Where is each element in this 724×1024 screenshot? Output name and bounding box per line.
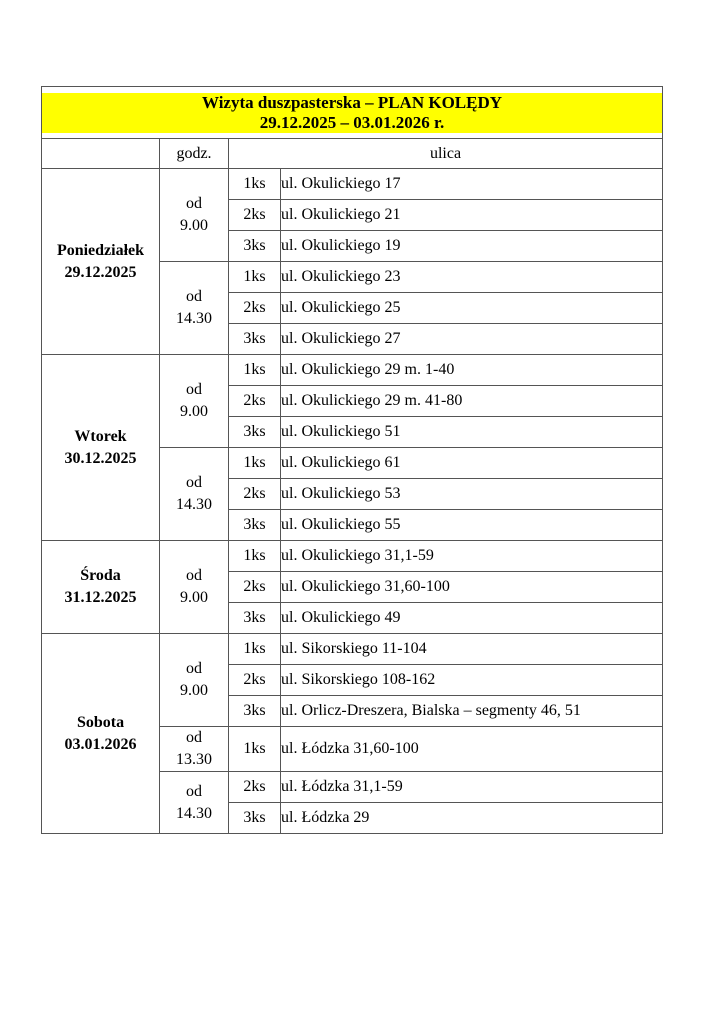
street-cell: ul. Okulickiego 29 m. 41-80 — [281, 386, 663, 417]
street-cell: ul. Łódzka 31,60-100 — [281, 727, 663, 772]
day-name: Sobota — [76, 713, 125, 731]
time-value: 9.00 — [180, 682, 208, 699]
day-date: 03.01.2026 — [64, 735, 137, 753]
time-cell — [160, 634, 229, 727]
day-date: 29.12.2025 — [64, 263, 137, 281]
table-row — [42, 169, 663, 200]
schedule-body — [42, 87, 663, 834]
time-value: 13.30 — [176, 751, 212, 768]
time-od: od — [186, 782, 202, 800]
time-value: 14.30 — [176, 804, 212, 822]
day-date: 31.12.2025 — [64, 589, 137, 606]
ks-cell: 1ks — [229, 634, 281, 665]
ks-cell: 3ks — [229, 324, 281, 355]
title-line-2: 29.12.2025 – 03.01.2026 r. — [259, 112, 445, 132]
street-cell: ul. Łódzka 31,1-59 — [281, 772, 663, 803]
time-cell — [160, 772, 229, 834]
time-value: 9.00 — [180, 217, 208, 234]
street-cell: ul. Okulickiego 27 — [281, 324, 663, 355]
day-name: Środa — [80, 567, 121, 584]
time-value: 14.30 — [176, 310, 212, 327]
table-row — [42, 355, 663, 386]
day-cell — [42, 169, 160, 355]
time-value: 9.00 — [180, 403, 208, 420]
time-cell — [160, 262, 229, 355]
street-cell: ul. Łódzka 29 — [281, 803, 663, 834]
street-cell: ul. Okulickiego 25 — [281, 293, 663, 324]
ks-cell: 3ks — [229, 510, 281, 541]
street-cell: ul. Okulickiego 23 — [281, 262, 663, 293]
street-cell: ul. Okulickiego 55 — [281, 510, 663, 541]
time-od: od — [186, 567, 202, 584]
header-day — [42, 139, 160, 169]
title-row — [42, 87, 663, 139]
time-cell — [160, 355, 229, 448]
day-cell — [42, 355, 160, 541]
page-title — [42, 87, 663, 139]
ks-cell: 2ks — [229, 200, 281, 231]
time-od: od — [186, 474, 202, 491]
time-od: od — [186, 288, 202, 305]
ks-cell: 2ks — [229, 665, 281, 696]
table-row — [42, 541, 663, 572]
street-cell: ul. Okulickiego 29 m. 1-40 — [281, 355, 663, 386]
time-value: 9.00 — [180, 589, 208, 606]
time-od: od — [186, 729, 202, 746]
ks-cell: 1ks — [229, 262, 281, 293]
header-time: godz. — [160, 139, 229, 169]
street-cell: ul. Okulickiego 31,1-59 — [281, 541, 663, 572]
day-date: 30.12.2025 — [64, 449, 137, 467]
time-od: od — [186, 195, 202, 212]
time-cell — [160, 541, 229, 634]
ks-cell: 3ks — [229, 417, 281, 448]
ks-cell: 3ks — [229, 803, 281, 834]
header-row — [42, 139, 663, 169]
ks-cell: 1ks — [229, 169, 281, 200]
time-od: od — [186, 660, 202, 677]
ks-cell: 2ks — [229, 572, 281, 603]
time-cell — [160, 448, 229, 541]
time-od: od — [186, 381, 202, 398]
ks-cell: 2ks — [229, 479, 281, 510]
ks-cell: 3ks — [229, 603, 281, 634]
ks-cell: 1ks — [229, 727, 281, 772]
day-cell — [42, 634, 160, 834]
ks-cell: 1ks — [229, 355, 281, 386]
street-cell: ul. Okulickiego 21 — [281, 200, 663, 231]
street-cell: ul. Okulickiego 51 — [281, 417, 663, 448]
street-cell: ul. Okulickiego 49 — [281, 603, 663, 634]
ks-cell: 3ks — [229, 696, 281, 727]
ks-cell: 3ks — [229, 231, 281, 262]
street-cell: ul. Okulickiego 19 — [281, 231, 663, 262]
table-row — [42, 634, 663, 665]
header-street: ulica — [229, 139, 663, 169]
street-cell: ul. Sikorskiego 108-162 — [281, 665, 663, 696]
time-cell — [160, 727, 229, 772]
street-cell: ul. Okulickiego 53 — [281, 479, 663, 510]
ks-cell: 2ks — [229, 772, 281, 803]
schedule-table — [41, 86, 663, 834]
street-cell: ul. Sikorskiego 11-104 — [281, 634, 663, 665]
day-name: Poniedziałek — [56, 241, 145, 259]
time-value: 14.30 — [176, 496, 212, 513]
day-cell — [42, 541, 160, 634]
street-cell: ul. Okulickiego 61 — [281, 448, 663, 479]
ks-cell: 2ks — [229, 386, 281, 417]
day-name: Wtorek — [74, 427, 127, 445]
street-cell: ul. Okulickiego 17 — [281, 169, 663, 200]
title-line-1: Wizyta duszpasterska – PLAN KOLĘDY — [202, 92, 503, 112]
street-cell: ul. Orlicz-Dreszera, Bialska – segmenty 46, 51 — [281, 696, 663, 727]
ks-cell: 1ks — [229, 541, 281, 572]
ks-cell: 1ks — [229, 448, 281, 479]
time-cell — [160, 169, 229, 262]
street-cell: ul. Okulickiego 31,60-100 — [281, 572, 663, 603]
ks-cell: 2ks — [229, 293, 281, 324]
